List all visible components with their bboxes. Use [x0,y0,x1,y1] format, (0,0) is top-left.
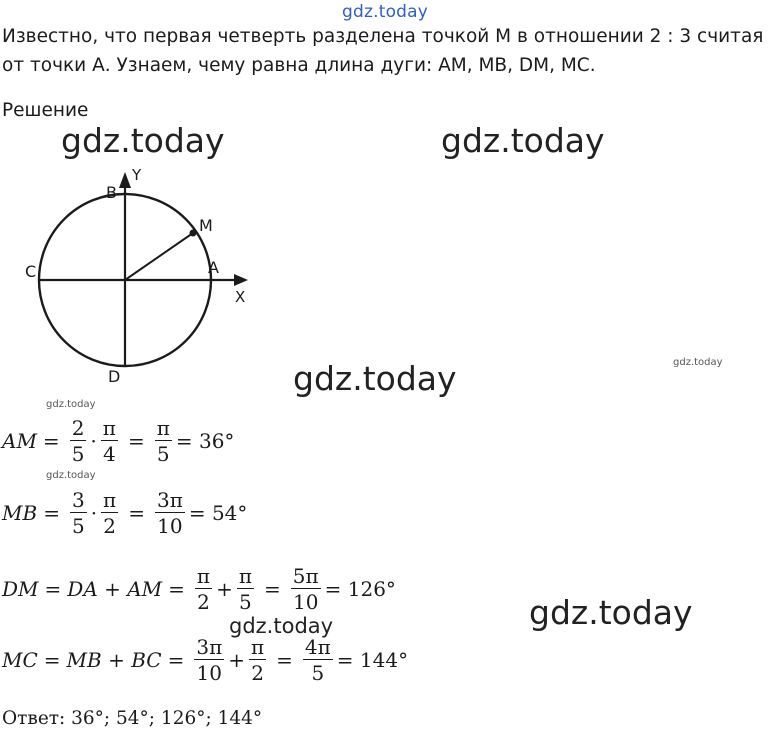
eq-mid: MB + BC [66,648,162,672]
problem-line-1: Известно, что первая четверть разделена точкой М в отношении 2 : 3 считая [2,26,764,47]
fraction: $\frac{3}{5}$ [71,488,85,538]
point-m [190,230,197,237]
watermark: gdz.today [293,359,457,398]
fraction: $\frac{5\pi}{10}$ [292,564,319,614]
label-d: D [108,367,121,386]
x-axis-arrow [234,274,248,286]
watermark: gdz.today [46,470,96,481]
label-y: Y [132,166,142,184]
label-m: M [199,216,213,235]
fraction: $\frac{\pi}{5}$ [156,416,170,466]
site-watermark-top: gdz.today [342,2,429,22]
watermark: gdz.today [229,614,334,638]
watermark: gdz.today [529,593,693,632]
eq-lhs: MC [2,648,38,672]
fraction: $\frac{\pi}{2}$ [103,488,117,538]
equation-mb: MB = $\frac{3}{5}$ · $\frac{\pi}{2}$ = $\frac{3\pi}{10}$ = 54° [2,488,248,538]
equation-dm: DM = DA + AM = $\frac{\pi}{2}$ + $\frac{\pi}{5}$ = $\frac{5\pi}{10}$ = 126° [2,564,396,614]
fraction: $\frac{\pi}{5}$ [238,564,252,614]
label-c: C [25,262,37,281]
eq-result: = 54° [188,501,248,525]
label-x: X [235,288,246,306]
problem-line-2: от точки А. Узнаем, чему равна длина дуги: АМ, МВ, DM, МС. [2,55,596,76]
eq-mid: DA + AM [67,577,163,601]
fraction: $\frac{3\pi}{10}$ [196,635,223,685]
radius-om [125,233,193,280]
y-axis-arrow [119,172,131,188]
label-a: A [208,258,219,277]
watermark: gdz.today [673,357,723,368]
watermark: gdz.today [46,399,96,410]
eq-result: = 144° [336,648,409,672]
equation-mc: MC = MB + BC = $\frac{3\pi}{10}$ + $\frac{\pi}{2}$ = $\frac{4\pi}{5}$ = 144° [2,635,409,685]
fraction: $\frac{\pi}{4}$ [102,416,116,466]
fraction: $\frac{2}{5}$ [71,416,85,466]
answer-line: Ответ: 36°; 54°; 126°; 144° [2,708,263,729]
fraction: $\frac{4\pi}{5}$ [304,635,331,685]
unit-circle-figure [0,160,270,390]
problem-statement [2,22,763,80]
fraction: $\frac{\pi}{2}$ [196,564,211,614]
solution-heading: Решение [2,100,89,121]
eq-lhs: DM [2,577,39,601]
watermark: gdz.today [61,121,225,160]
label-b: B [106,183,117,202]
equation-am: AM = $\frac{2}{5}$ · $\frac{\pi}{4}$ = $\frac{\pi}{5}$ = 36° [2,416,235,466]
fraction: $\frac{3\pi}{10}$ [156,488,183,538]
eq-result: = 126° [324,577,396,601]
eq-result: = 36° [175,429,235,453]
eq-lhs: MB [2,501,38,525]
watermark: gdz.today [441,121,605,160]
fraction: $\frac{\pi}{2}$ [250,635,265,685]
eq-lhs: AM [2,429,37,453]
